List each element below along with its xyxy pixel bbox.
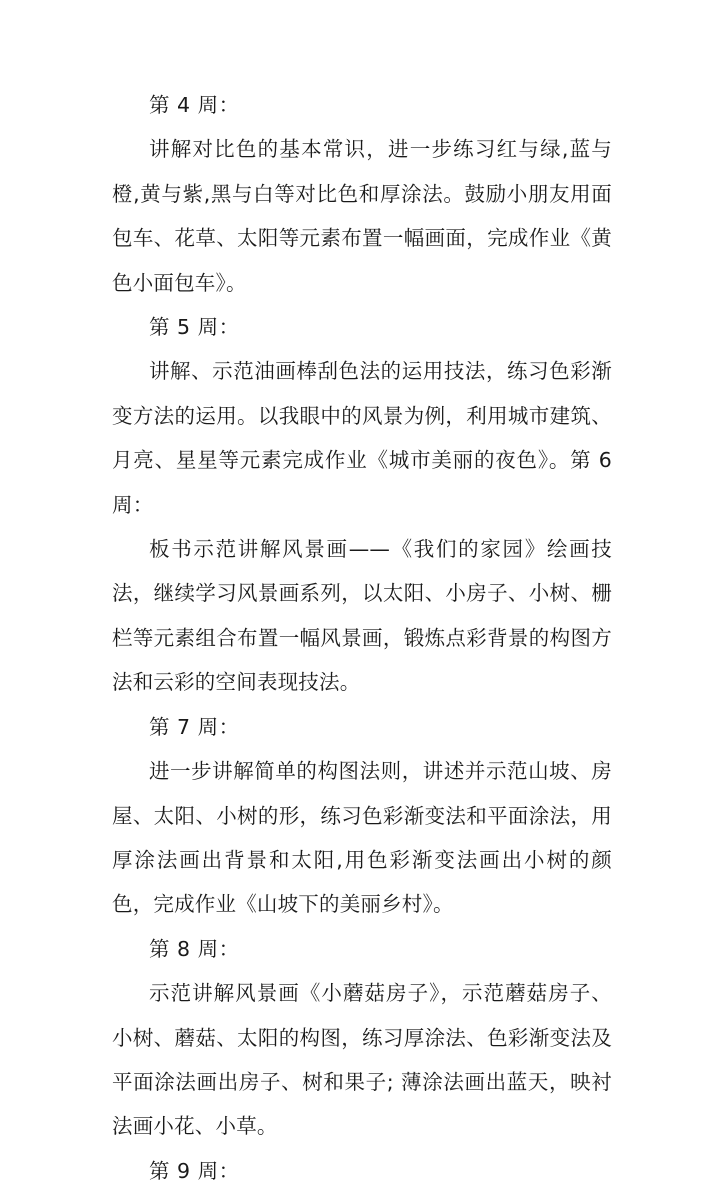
week-6-paragraph: 板书示范讲解风景画——《我们的家园》绘画技法，继续学习风景画系列，以太阳、小房子、小树、栅栏等元素组合布置一幅风景画，锻炼点彩背景的构图方法和云彩的空间表现技法。 [112, 537, 612, 695]
week-8-heading: 第 8 周： [149, 936, 240, 961]
week-8-paragraph: 示范讲解风景画《小蘑菇房子》，示范蘑菇房子、小树、蘑菇、太阳的构图，练习厚涂法、色彩渐变法及平面涂法画出房子、树和果子; 薄涂法画出蓝天，映衬法画小花、小草。 [112, 981, 612, 1139]
week-4-heading: 第 4 周： [149, 93, 240, 117]
week-5-heading: 第 5 周： [149, 315, 240, 340]
week-9-heading: 第 9 周： [149, 1158, 240, 1183]
week-7-heading: 第 7 周： [149, 714, 240, 739]
week-5-paragraph: 讲解、示范油画棒刮色法的运用技法，练习色彩渐变方法的运用。以我眼中的风景为例，利用城市建筑、月亮、星星等元素完成作业《城市美丽的夜色》。第 6 周： [112, 359, 612, 517]
document-body [112, 83, 612, 1193]
week-4-paragraph: 讲解对比色的基本常识，进一步练习红与绿,蓝与橙,黄与紫,黑与白等对比色和厚涂法。鼓励小朋友用面包车、花草、太阳等元素布置一幅画面，完成作业《黄色小面包车》。 [112, 137, 612, 295]
week-7-paragraph: 进一步讲解简单的构图法则，讲述并示范山坡、房屋、太阳、小树的形，练习色彩渐变法和平面涂法，用厚涂法画出背景和太阳,用色彩渐变法画出小树的颜色，完成作业《山坡下的美丽乡村》。 [112, 759, 612, 917]
